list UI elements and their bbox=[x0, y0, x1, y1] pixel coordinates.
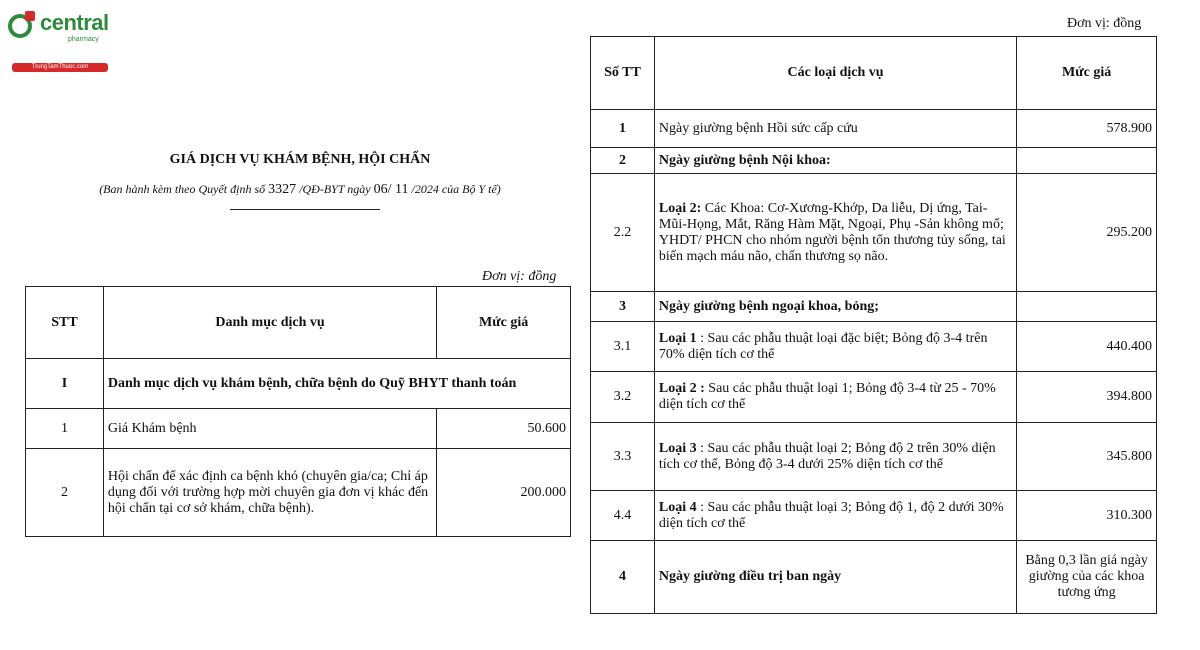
table-row bbox=[26, 449, 571, 537]
row-stt: 3.1 bbox=[591, 322, 655, 372]
row-stt: 3.2 bbox=[591, 372, 655, 423]
row-name bbox=[654, 491, 1016, 541]
table-header-row bbox=[26, 287, 571, 359]
row-name bbox=[654, 372, 1016, 423]
bed-price-table bbox=[590, 36, 1157, 614]
table-row bbox=[26, 359, 571, 409]
table-row bbox=[591, 110, 1157, 148]
header-stt: STT bbox=[26, 287, 104, 359]
table-row bbox=[591, 174, 1157, 292]
row-name bbox=[654, 110, 1016, 148]
row-price: 394.800 bbox=[1017, 372, 1157, 423]
row-price: 440.400 bbox=[1017, 322, 1157, 372]
row-price: 50.600 bbox=[437, 409, 571, 449]
row-price: 345.800 bbox=[1017, 423, 1157, 491]
row-name bbox=[654, 174, 1016, 292]
table-row bbox=[591, 423, 1157, 491]
header-service: Các loại dịch vụ bbox=[654, 37, 1016, 110]
row-stt: 2 bbox=[26, 449, 104, 537]
row-name: Danh mục dịch vụ khám bệnh, chữa bệnh do Quỹ BHYT thanh toán bbox=[103, 359, 570, 409]
row-name-bold: Ngày giường điều trị ban ngày bbox=[658, 569, 842, 584]
table-row bbox=[591, 372, 1157, 423]
table-header-row bbox=[591, 37, 1157, 110]
row-name-bold: Loại 4 bbox=[658, 499, 697, 515]
row-stt: I bbox=[26, 359, 104, 409]
header-price: Mức giá bbox=[1017, 37, 1157, 110]
row-stt: 2 bbox=[591, 148, 655, 174]
row-name-bold: Ngày giường bệnh Nội khoa: bbox=[658, 152, 831, 168]
row-stt: 3 bbox=[591, 292, 655, 322]
row-name bbox=[654, 292, 1016, 322]
row-name-bold: Loại 2 : bbox=[658, 381, 705, 396]
table-row bbox=[591, 491, 1157, 541]
row-stt: 3.3 bbox=[591, 423, 655, 491]
table-row bbox=[591, 322, 1157, 372]
row-name-text: : Sau các phẫu thuật loại 3; Bỏng độ 1, độ 2 dưới 30% diện tích cơ thể bbox=[658, 499, 1004, 531]
row-stt: 4 bbox=[591, 541, 655, 614]
row-price: 295.200 bbox=[1017, 174, 1157, 292]
row-name-text: Sau các phẫu thuật loại 1; Bỏng độ 3-4 từ 25 - 70% diện tích cơ thể bbox=[658, 381, 996, 412]
logo-brand: central bbox=[40, 10, 109, 35]
header-stt: Số TT bbox=[591, 37, 655, 110]
logo-mark-icon bbox=[8, 14, 32, 38]
title-divider bbox=[230, 209, 380, 210]
row-name-text: Các Khoa: Cơ-Xương-Khớp, Da liễu, Dị ứng, Tai-Mũi-Họng, Mắt, Răng Hàm Mặt, Ngoại, Phụ -Sản không mổ; YHDT/ PHCN cho nhóm người bệnh tổn thương tủy sống, tai biến mạch máu não, chấn thương sọ não. bbox=[658, 200, 1006, 264]
row-name-text: Ngày giường bệnh Hồi sức cấp cứu bbox=[658, 120, 858, 136]
decision-number: 3327 bbox=[268, 182, 297, 197]
table-row bbox=[591, 292, 1157, 322]
row-name-bold: Ngày giường bệnh ngoại khoa, bỏng; bbox=[658, 298, 879, 314]
unit-label-right: Đơn vị: đồng bbox=[1067, 16, 1142, 31]
row-name: Hội chẩn để xác định ca bệnh khó (chuyên gia/ca; Chỉ áp dụng đối với trường hợp mời chuyên gia đơn vị khác đến hội chẩn tại cơ sở khám, chữa bệnh). bbox=[103, 449, 436, 537]
row-price: 200.000 bbox=[437, 449, 571, 537]
row-name bbox=[654, 541, 1016, 614]
row-price bbox=[1017, 292, 1157, 322]
row-name-text: : Sau các phẫu thuật loại 2; Bỏng độ 2 trên 30% diện tích cơ thể, Bỏng độ 3-4 dưới 25% diện tích cơ thể bbox=[658, 440, 996, 472]
unit-label-left: Đơn vị: đồng bbox=[482, 269, 557, 284]
row-stt: 1 bbox=[26, 409, 104, 449]
row-name bbox=[654, 423, 1016, 491]
row-price: Bằng 0,3 lần giá ngày giường của các khoa tương ứng bbox=[1017, 541, 1157, 614]
central-pharmacy-logo bbox=[6, 8, 116, 68]
logo-sub: pharmacy bbox=[68, 36, 99, 43]
row-name: Giá Khám bệnh bbox=[103, 409, 436, 449]
exam-price-table bbox=[25, 286, 571, 537]
row-name bbox=[654, 148, 1016, 174]
row-name-text: : Sau các phẫu thuật loại đặc biệt; Bỏng độ 3-4 trên 70% diện tích cơ thể bbox=[658, 330, 988, 362]
logo-bar: TrungTamThuoc.com bbox=[12, 63, 108, 72]
row-stt: 2.2 bbox=[591, 174, 655, 292]
row-name bbox=[654, 322, 1016, 372]
subtitle-mid: /QĐ-BYT ngày bbox=[299, 182, 374, 196]
table-row bbox=[591, 148, 1157, 174]
header-service: Danh mục dịch vụ bbox=[103, 287, 436, 359]
row-price bbox=[1017, 148, 1157, 174]
header-price: Mức giá bbox=[437, 287, 571, 359]
row-name-bold: Loại 2: bbox=[658, 200, 702, 216]
document-subtitle bbox=[0, 182, 600, 198]
row-price: 310.300 bbox=[1017, 491, 1157, 541]
subtitle-pre: (Ban hành kèm theo Quyết định số bbox=[99, 182, 269, 196]
table-row bbox=[26, 409, 571, 449]
row-name-bold: Loại 1 bbox=[658, 330, 697, 346]
row-price: 578.900 bbox=[1017, 110, 1157, 148]
decision-date: 06/ 11 bbox=[373, 182, 409, 197]
table-row bbox=[591, 541, 1157, 614]
row-name-bold: Loại 3 bbox=[658, 440, 697, 456]
row-stt: 1 bbox=[591, 110, 655, 148]
subtitle-post: /2024 của Bộ Y tế) bbox=[408, 182, 501, 196]
document-title: GIÁ DỊCH VỤ KHÁM BỆNH, HỘI CHẨN bbox=[169, 152, 431, 167]
row-stt: 4.4 bbox=[591, 491, 655, 541]
